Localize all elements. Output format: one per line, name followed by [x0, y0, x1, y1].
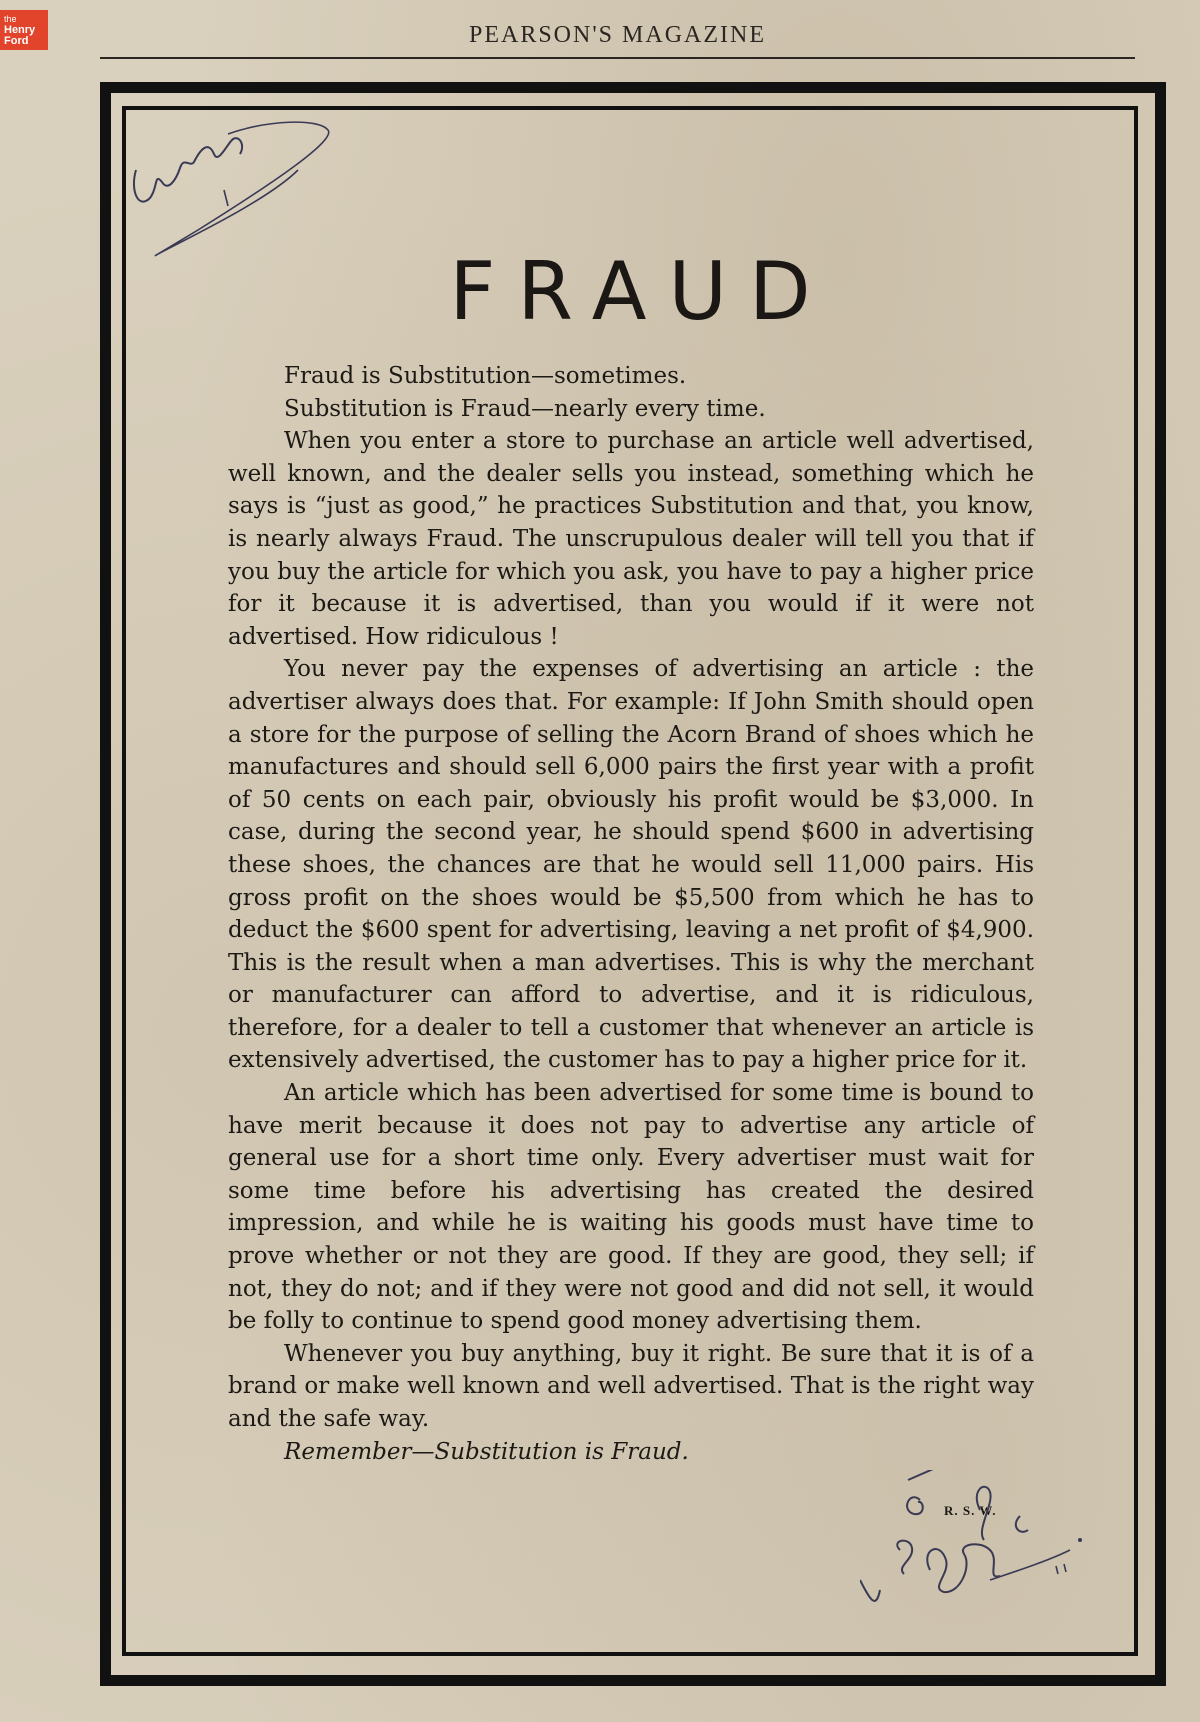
magazine-masthead: PEARSON'S MAGAZINE	[468, 22, 766, 48]
masthead-rule	[100, 57, 1135, 59]
ad-paragraph: Fraud is Substitution—sometimes.	[284, 363, 687, 389]
author-initials: R. S. W.	[944, 1503, 997, 1518]
ad-paragraph: Substitution is Fraud—nearly every time.	[284, 395, 766, 422]
ad-paragraph: When you enter a store to purchase an article well advertised, well known, and the dealer sells you instead, something which he says is “just as good,” he practices Substitution and that, you know, is nearly always Fraud. The unscrupulous dealer will tell you that if you buy the article for which you ask, you have to pay a higher price for it because it is advertised, than you would if it were not advertised. How ridiculous !	[228, 428, 1034, 650]
pencil-annotation-bottom-right	[860, 1470, 1120, 1650]
ad-body	[228, 360, 1034, 1468]
ad-paragraph: Whenever you buy anything, buy it right. Be sure that it is of a brand or make well known and well advertised. That is the right way and the safe way.	[228, 1340, 1034, 1432]
ad-paragraph: You never pay the expenses of advertising an article : the advertiser always does that. For example: If John Smith should open a store for the purpose of selling the Acorn Brand of shoes which he manufactures and should sell 6,000 pairs the first year with a profit of 50 cents on each pair, obviously his profit would be $3,000. In case, during the second year, he should spend $600 in advertising these shoes, the chances are that he would sell 11,000 pairs. His gross profit on the shoes would be $5,500 from which he has to deduct the $600 spent for advertising, leaving a net profit of $4,900. This is the result when a man advertises. This is why the merchant or manufacturer can afford to advertise, and it is ridiculous, therefore, for a dealer to tell a customer that whenever an article is extensively advertised, the customer has to pay a higher price for it.	[228, 656, 1034, 1074]
ad-title: FRAUD	[449, 245, 833, 338]
logo-name: Henry Ford	[4, 24, 36, 47]
logo-prefix: the	[4, 14, 17, 24]
henry-ford-logo	[0, 10, 48, 50]
ad-paragraph: An article which has been advertised for some time is bound to have merit because it does not pay to advertise any article of general use for a short time only. Every advertiser must wait for some time before his advertising has created the desired impression, and while he is waiting his goods must have time to prove whether or not they are good. If they are good, they sell; if not, they do not; and if they were not good and did not sell, it would be folly to continue to spend good money advertising them.	[228, 1080, 1034, 1335]
ad-closing-line: Remember—Substitution is Fraud.	[284, 1438, 689, 1465]
